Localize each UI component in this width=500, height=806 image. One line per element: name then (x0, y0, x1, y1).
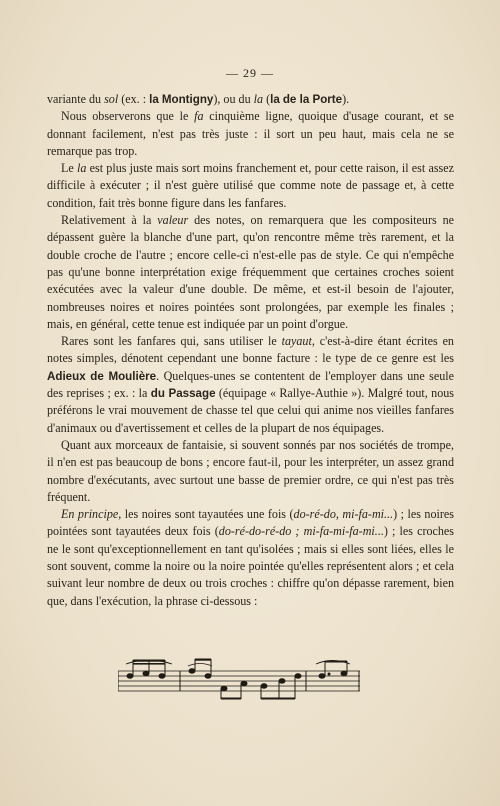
italic-run: la (253, 92, 264, 106)
bold-run: du Passage (150, 387, 216, 401)
text-run: , les noires sont tayautées une fois ( (118, 507, 294, 522)
italic-run: do-ré-do-ré-do ; mi-fa-mi-fa-mi... (218, 524, 384, 539)
paragraph (47, 437, 454, 506)
text-run: ), ou du (213, 92, 254, 106)
text-run: . Quelques-unes se contentent de l'employer dans une seule des reprises ; ex. : la (47, 368, 454, 401)
text-run: (équipage « Rallye-Authie »). Malgré tout, nous préférons le vrai mouvement de chasse tel que celui qui anime nos vieilles fanfares d'animaux ou d'avertissement et celles de la plupart de nos équipages. (47, 386, 454, 435)
bold-run: Montigny (161, 93, 214, 106)
text-run: variante du (47, 92, 105, 106)
page-body (47, 91, 454, 610)
text-run: ) ; les noires pointées sont tayautées deux fois ( (47, 507, 454, 539)
bold-run: Adieux de Moulière (47, 369, 157, 383)
text-run: Le (61, 161, 77, 176)
text-run: Nous observerons que le (61, 109, 195, 124)
text-run: Quant aux morceaux de fantaisie, si souvent sonnés par nos sociétés de trompe, il n'en est pas beaucoup de bons ; encore faut-il, pour les interpréter, un assez grand nombre d'exécutants, avec surtout une basse de premier ordre, ce qui n'est pas très fréquent. (47, 437, 454, 504)
paragraph (47, 506, 454, 610)
paragraph (47, 91, 454, 108)
italic-run: valeur (157, 213, 189, 228)
text-run: ) ; les croches ne le sont qu'exceptionnellement en tant qu'isolées ; mais si elles sont liées, elles le sont souvent, comme la noire ou la noire pointée qu'elles représentent alors ; et cela suivant leur nombre de deux ou trois croches : chiffre qu'on dépasse rarement, bien que, dans l'exécution, la phrase ci-dessous : (47, 524, 455, 608)
bold-run: la (270, 93, 280, 106)
paragraph (47, 108, 454, 160)
italic-run: fa (194, 109, 204, 124)
text-run: est plus juste mais sort moins franchement et, pour cette raison, il est assez difficile à exécuter ; il n'est guère utilisé que comme note de passage et, à cette condition, fait très bonne figure dans les fanfares. (47, 161, 454, 210)
text-run: ). (342, 92, 350, 106)
text-run: cinquième ligne, quoique d'usage courant, et se donnant facilement, n'est pas très juste : il sort un peu haut, mais cela ne se remarque pas trop. (47, 109, 454, 158)
italic-run: la (76, 161, 87, 176)
text-run: ( (263, 92, 271, 106)
paragraph (47, 212, 454, 333)
italic-run: En principe (61, 507, 119, 522)
bold-run: de la Porte (282, 93, 343, 106)
music-staff-excerpt (118, 655, 360, 701)
text-run: (ex. : (118, 92, 150, 106)
italic-run: tayaut (281, 334, 312, 349)
bold-run: la (149, 93, 159, 106)
italic-run: sol (104, 92, 119, 106)
paragraph (47, 160, 454, 212)
italic-run: do-ré-do, mi-fa-mi... (293, 507, 394, 522)
paragraph (47, 333, 454, 437)
text-run: , c'est-à-dire étant écrites en notes simples, dénotent cependant une bonne facture : le type de ce genre est les (47, 334, 454, 366)
text-run: Rares sont les fanfares qui, sans utiliser le (61, 334, 282, 349)
text-run: des notes, on remarquera que les compositeurs ne dépassent guère la blanche d'une part, qu'on rencontre même très rarement, et la double croche de l'autre ; encore celle-ci n'est-elle pas de style. Ce qui n'empêche pas qu'une bonne interprétation exige fréquemment que certaines croches soient exécutées avec la valeur d'une double. De même, et est-il besoin de l'ajouter, nombreuses noires et noires pointées sont prolongées, par exemple les finales ; mais, en général, cette tenue est indiquée par un point d'orgue. (47, 213, 454, 331)
text-run: Relativement à la (61, 213, 158, 228)
page-number: — 29 — (226, 66, 274, 80)
